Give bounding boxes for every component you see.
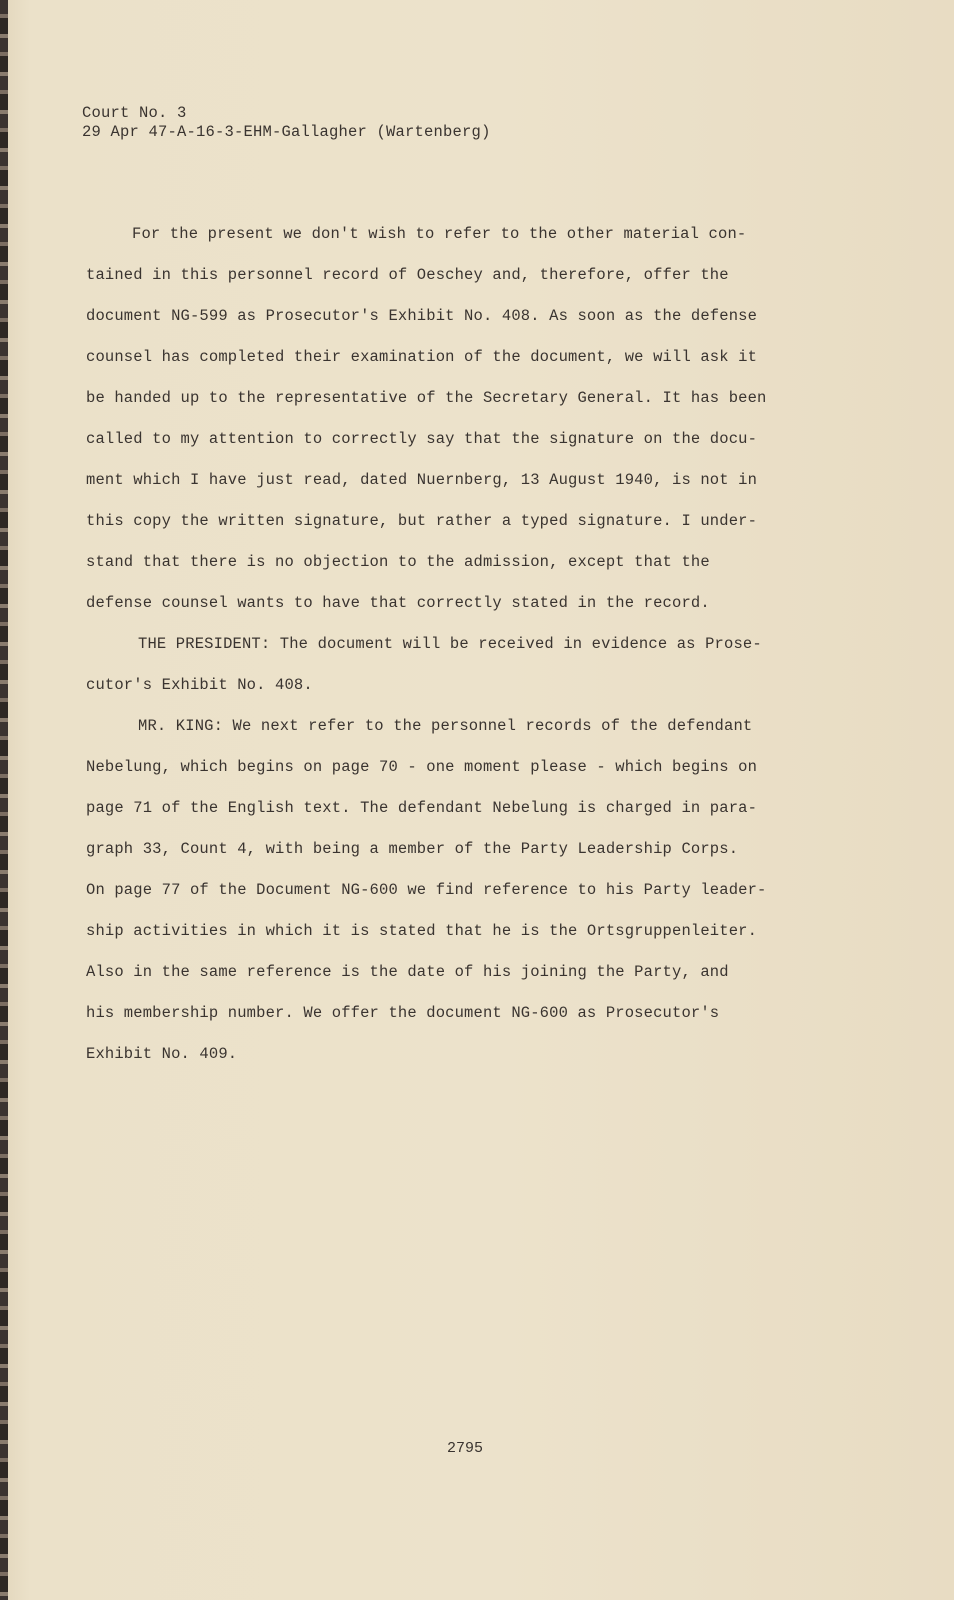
transcript-line: THE PRESIDENT: The document will be received in evidence as Prose- xyxy=(138,635,762,653)
transcript-line: page 71 of the English text. The defendant Nebelung is charged in para- xyxy=(86,799,758,817)
transcript-body xyxy=(86,214,846,1075)
document-header xyxy=(82,104,491,142)
transcript-line: MR. KING: We next refer to the personnel records of the defendant xyxy=(138,717,753,735)
transcript-line: be handed up to the representative of the Secretary General. It has been xyxy=(86,389,767,407)
transcript-line: For the present we don't wish to refer to the other material con- xyxy=(132,225,747,243)
transcript-line: Also in the same reference is the date of his joining the Party, and xyxy=(86,963,729,981)
transcript-line: cutor's Exhibit No. 408. xyxy=(86,676,313,694)
session-reference: 29 Apr 47-A-16-3-EHM-Gallagher (Wartenberg) xyxy=(82,123,491,141)
transcript-line: On page 77 of the Document NG-600 we find reference to his Party leader- xyxy=(86,881,767,899)
binding-edge xyxy=(0,0,8,1600)
transcript-line: ment which I have just read, dated Nuernberg, 13 August 1940, is not in xyxy=(86,471,758,489)
transcript-line: his membership number. We offer the document NG-600 as Prosecutor's xyxy=(86,1004,720,1022)
transcript-line: document NG-599 as Prosecutor's Exhibit No. 408. As soon as the defense xyxy=(86,307,758,325)
transcript-line: this copy the written signature, but rather a typed signature. I under- xyxy=(86,512,758,530)
transcript-line: ship activities in which it is stated that he is the Ortsgruppenleiter. xyxy=(86,922,758,940)
court-number: Court No. 3 xyxy=(82,104,187,122)
transcript-line: defense counsel wants to have that correctly stated in the record. xyxy=(86,594,710,612)
transcript-line: Nebelung, which begins on page 70 - one moment please - which begins on xyxy=(86,758,758,776)
transcript-line: graph 33, Count 4, with being a member of the Party Leadership Corps. xyxy=(86,840,739,858)
transcript-line: stand that there is no objection to the admission, except that the xyxy=(86,553,710,571)
page-number: 2795 xyxy=(446,1440,483,1457)
transcript-line: counsel has completed their examination of the document, we will ask it xyxy=(86,348,758,366)
transcript-line: Exhibit No. 409. xyxy=(86,1045,238,1063)
transcript-line: tained in this personnel record of Oeschey and, therefore, offer the xyxy=(86,266,729,284)
transcript-line: called to my attention to correctly say that the signature on the docu- xyxy=(86,430,758,448)
